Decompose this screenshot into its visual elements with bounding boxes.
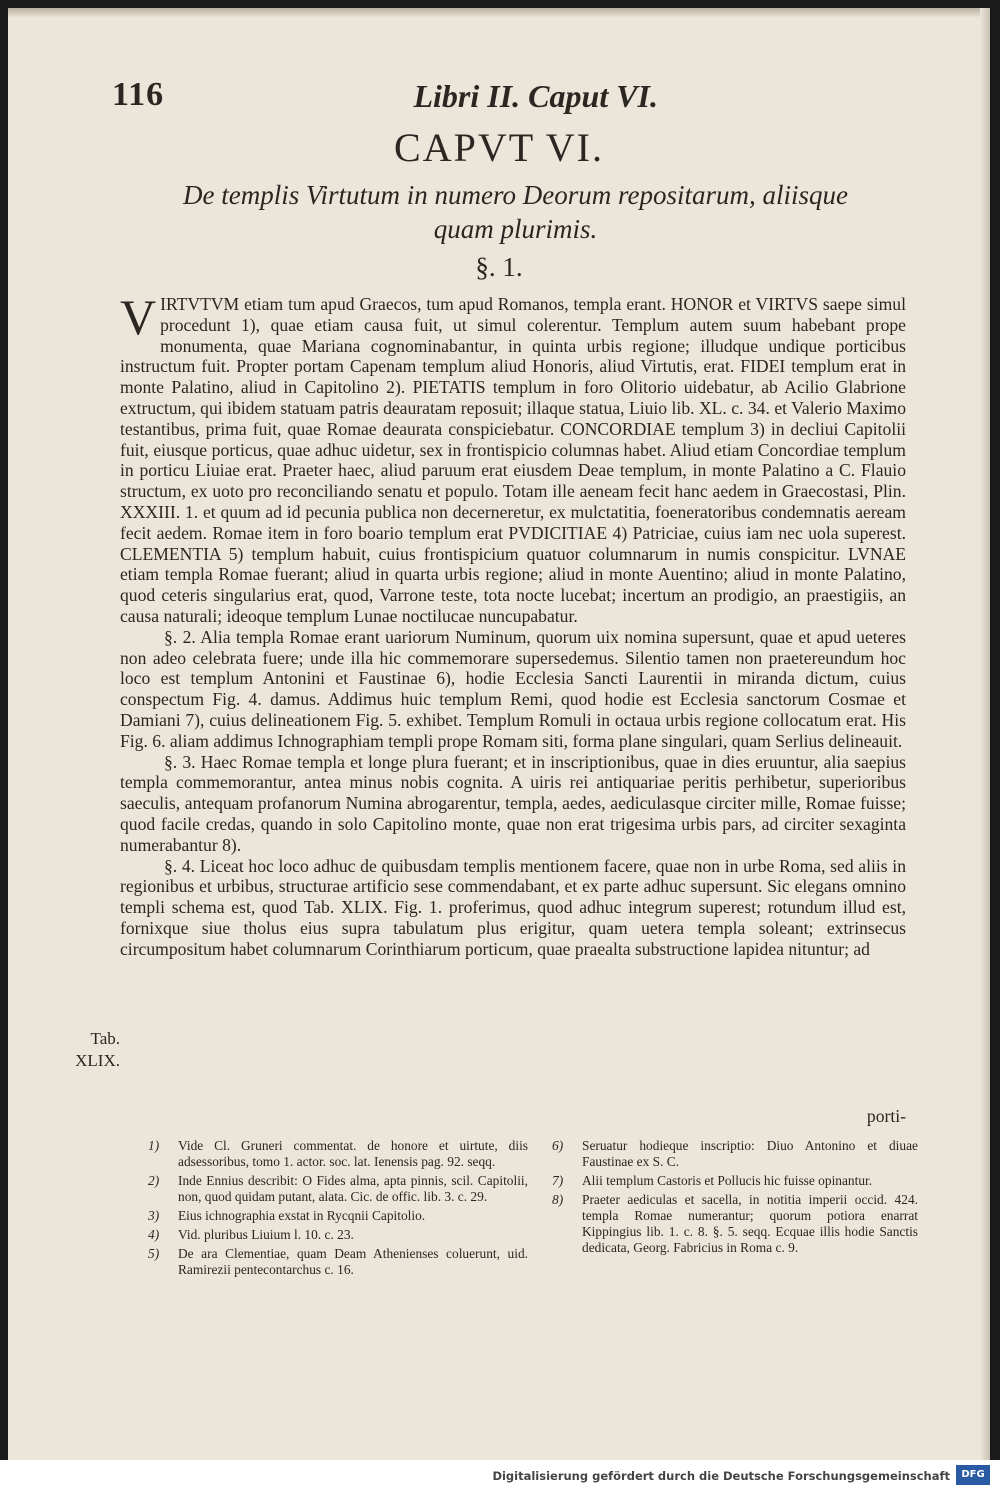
footnote-text: Vide Cl. Gruneri commentat. de honore et uirtute, diis adsessoribus, tomo 1. actor. soc. lat. Ienensis pag. 92. seqq. <box>178 1138 528 1169</box>
margin-note <box>68 1028 120 1072</box>
footnote <box>148 1138 528 1170</box>
footnote-number: 8) <box>552 1192 564 1207</box>
footnote-number: 5) <box>148 1246 160 1261</box>
page-header <box>112 76 658 124</box>
footnote <box>148 1208 528 1224</box>
footnote-text: Alii templum Castoris et Pollucis hic fuisse opinantur. <box>582 1173 873 1188</box>
footnotes-left-column <box>148 1138 528 1281</box>
footnote <box>552 1173 918 1189</box>
footnote <box>148 1173 528 1205</box>
paragraph-1 <box>120 289 906 627</box>
footnotes-right-column <box>552 1138 918 1259</box>
page-number: 116 <box>112 76 165 113</box>
footnote-number: 2) <box>148 1173 160 1188</box>
section-heading: §. 1. <box>475 252 523 282</box>
footnote-text: Inde Ennius describit: O Fides alma, apta pinnis, scil. Capitolii, non, quod quidam putant, alata. Cic. de offic. lib. 3. c. 29. <box>178 1173 528 1204</box>
margin-note-line: Tab. <box>90 1029 120 1048</box>
drop-cap: V <box>120 289 157 345</box>
footnote-number: 1) <box>148 1138 160 1153</box>
margin-note-line: XLIX. <box>75 1051 120 1070</box>
funding-credit: Digitalisierung gefördert durch die Deutsche Forschungsgemeinschaft <box>492 1469 950 1483</box>
main-text <box>120 289 906 960</box>
footnote-text: Vid. pluribus Liuium l. 10. c. 23. <box>178 1227 354 1242</box>
chapter-title: CAPVT VI. <box>394 125 604 170</box>
page-top-edge <box>8 8 990 18</box>
paragraph-2: §. 2. Alia templa Romae erant uariorum Numinum, quorum uix nomina supersunt, quae et apud ueteres non adeo celebrata fuere; unde illa hic commemorare supersedemus. Silentio tamen non praetereundum hoc loco est templum Antonini et Faustinae 6), hodie Ecclesia Sancti Laurentii in miranda dictum, cuius conspectum Fig. 4. damus. Addimus huic templum Remi, quod hodie est Ecclesia sanctorum Cosmae et Damiani 7), cuius delineationem Fig. 5. exhibet. Templum Romuli in octaua urbis regione collocatum erat. His Fig. 6. aliam addimus Ichnographiam templi prope Romam siti, forma plane singulari, quam Serlius delineauit. <box>120 626 906 751</box>
footnote <box>148 1227 528 1243</box>
footnote <box>552 1138 918 1170</box>
running-head: Libri II. Caput VI. <box>413 78 658 114</box>
paragraph-3: §. 3. Haec Romae templa et longe plura fuerant; et in inscriptionibus, quae in dies eruuntur, alia saepius templa commemorantur, antea minus nobis cognita. A uiris rei antiquariae peritis perhibetur, superioribus saeculis, antequam profanorum Numina abrogarentur, templa, aedes, aediculasque circiter mille, Romae fuisse; quod facile credas, quando in solo Capitolino monte, quae non erat trigesima urbis pars, ad circiter sexaginta numerabantur 8). <box>120 751 906 855</box>
paragraph-1-text: IRTVTVM etiam tum apud Graecos, tum apud Romanos, templa erant. HONOR et VIRTVS saepe simul procedunt 1), quae etiam causa fuit, ut simul colerentur. Templum autem suum habebant prope monumenta, quae Mariana cognominabantur, in quinta urbis regione; illudque undique porticibus instructum fuit. Propter portam Capenam templum aliud Honoris, aliud Virtutis, erat. FIDEI templum erat in monte Palatino, aliud in Capitolino 2). PIETATIS templum in foro Olitorio uidebatur, ab Acilio Glabrione extructum, qui ibidem statuam patris deauratam reposuit; illaque statua, Liuio lib. XL. c. 34. et Valerio Maximo testantibus, prima fuit, quae Romae deaurata conspiciebatur. CONCORDIAE templum 3) in decliui Capitolii fuit, eiusque porticus, quae adhuc uidetur, sex in frontispicio columnas habet. Aliud etiam Concordiae templum in porticu Liuiae erat. Praeter haec, aliud paruum erat eiusdem Deae templum, in monte Palatino a C. Flauio structum, ex uoto pro reconciliando senatu et populo. Totam ille aeneam fecit hanc aedem in Graecostasi, Plin. XXXIII. 1. et quum ad id pecunia publica non decerneretur, ex mulctatitia, foeneratoribus condemnatis aeream fecit aedem. Romae item in foro boario templum erat PVDICITIAE 4) Patriciae, cuius iam nec uola superest. CLEMENTIA 5) templum habuit, cuius frontispicium quatuor columnarum in numis conspicitur. LVNAE etiam templa Romae fuerant; aliud in quarta urbis regione; aliud in monte Auentino; aliud in monte Palatino, quod ceteris singularius erat, quod, Varrone teste, tota nocte lucebat; incertum an prodigio, an praestigiis, an causa naturali; ideoque templum Lunae noctilucae nuncupabatur. <box>120 294 906 626</box>
page-right-edge <box>980 8 990 1460</box>
footnote-number: 6) <box>552 1138 564 1153</box>
footer-bar <box>0 1460 1000 1497</box>
book-page <box>8 8 990 1460</box>
dfg-logo: DFG <box>956 1465 990 1485</box>
chapter-subtitle: De templis Virtutum in numero Deorum repositarum, aliisque quam plurimis. <box>183 180 848 244</box>
footnote-text: Eius ichnographia exstat in Rycqnii Capitolio. <box>178 1208 426 1223</box>
footnote-number: 3) <box>148 1208 160 1223</box>
footnote <box>552 1192 918 1256</box>
footnote-text: Seruatur hodieque inscriptio: Diuo Antonino et diuae Faustinae ex S. C. <box>582 1138 918 1169</box>
paragraph-4: §. 4. Liceat hoc loco adhuc de quibusdam templis mentionem facere, quae non in urbe Roma, sed aliis in regionibus et urbibus, structurae artificio sese commendabant, et ex parte adhuc supersunt. Sic elegans omnino templi schema est, quod Tab. XLIX. Fig. 1. proferimus, quod adhuc integrum superest; rotundum illud est, fornixque siue tholus eius supra tabulatum plus erigitur, quam uetera templa soleant; extrinsecus circumpositum habet columnarum Corinthiarum porticum, quae praealta substructione lapidea nituntur; ad <box>120 855 906 959</box>
footnote-text: Praeter aediculas et sacella, in notitia imperii occid. 424. templa Romae numerantur; quorum potiora enarrat Kippingius lib. 1. c. 8. §. 5. seqq. Ecquae illis hodie Sanctis dedicata, Georg. Fabricius in Roma c. 9. <box>582 1192 918 1255</box>
footnote-number: 7) <box>552 1173 564 1188</box>
footnote <box>148 1246 528 1278</box>
catchword: porti- <box>866 1106 906 1126</box>
footnote-text: De ara Clementiae, quam Deam Athenienses coluerunt, uid. Ramirezii pentecontarchus c. 16. <box>178 1246 528 1277</box>
footnote-number: 4) <box>148 1227 160 1242</box>
